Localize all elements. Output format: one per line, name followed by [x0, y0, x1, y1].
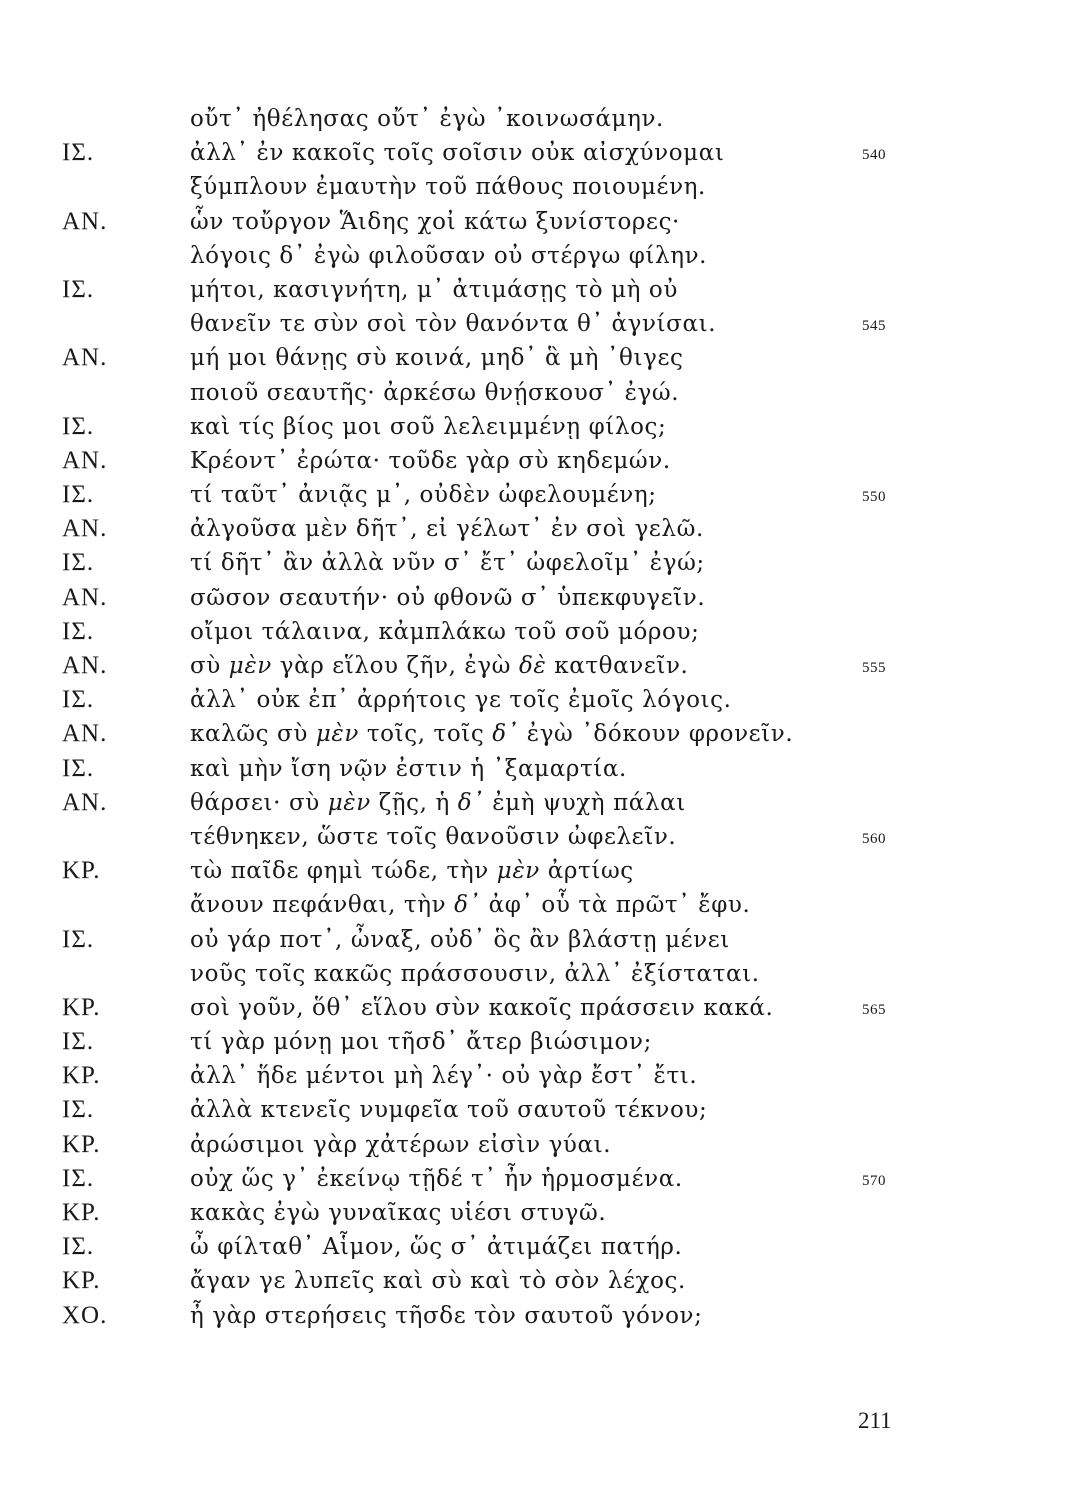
verse-emphasis: μὲν [228, 653, 272, 679]
verse-text: ποιοῦ σεαυτῆς· ἀρκέσω θνῄσκουσ᾽ ἐγώ. [190, 379, 680, 406]
speaker-label: ΚΡ. [62, 1130, 101, 1158]
speaker-label: ΙΣ. [62, 549, 95, 577]
verse-segment: θάρσει· σὺ [190, 789, 328, 816]
verse-text: ἄγαν γε λυπεῖς καὶ σὺ καὶ τὸ σὸν λέχος. [190, 1268, 686, 1295]
verse-line [0, 512, 1072, 546]
verse-text: ὦ φίλταθ᾽ Αἷμον, ὥς σ᾽ ἀτιμάζει πατήρ. [190, 1234, 683, 1261]
verse-line [0, 888, 1072, 922]
verse-text: καὶ τίς βίος μοι σοῦ λελειμμένῃ φίλος; [190, 413, 667, 440]
verse-line [0, 615, 1072, 649]
page-number: 211 [858, 1408, 892, 1433]
verse-segment: ἀφ᾽ οὗ τὰ πρῶτ᾽ ἔφυ. [480, 892, 751, 919]
speaker-label: ΑΝ. [62, 720, 108, 748]
verse-text: θανεῖν τε σὺν σοὶ τὸν θανόντα θ᾽ ἁγνίσαι. [190, 311, 717, 338]
verse-segment: γὰρ εἵλου ζῆν, ἐγὼ [271, 653, 519, 679]
verse-segment: τοῖς, τοῖς [358, 721, 493, 748]
verse-line [0, 1093, 1072, 1127]
speaker-label: ΑΝ. [62, 515, 108, 543]
verse-text: σοὶ γοῦν, ὅθ᾽ εἵλου σὺν κακοῖς πράσσειν κακά. [190, 994, 774, 1021]
verse-line [0, 205, 1072, 239]
verse-text: λόγοις δ᾽ ἐγὼ φιλοῦσαν οὐ στέργω φίλην. [190, 242, 708, 269]
verse-text: κακὰς ἐγὼ γυναῖκας υἱέσι στυγῶ. [190, 1200, 607, 1226]
verse-line [0, 478, 1072, 512]
speaker-label: ΑΝ. [62, 583, 108, 611]
verse-line [0, 957, 1072, 991]
verse-segment: ζῇς, ἡ [370, 789, 458, 816]
verse-line [0, 991, 1072, 1025]
verse-segment: σὺ [190, 653, 229, 679]
speaker-label: ΙΣ. [62, 617, 95, 645]
line-number: 540 [862, 147, 886, 164]
speaker-label: ΚΡ. [62, 1267, 101, 1295]
verse-segment: ἀρτίως [539, 858, 634, 885]
verse-line [0, 717, 1072, 751]
speaker-label: ΑΝ. [62, 652, 108, 679]
verse-text: ἀλλὰ κτενεῖς νυμφεῖα τοῦ σαυτοῦ τέκνου; [190, 1097, 708, 1124]
verse-text: τέθνηκεν, ὥστε τοῖς θανοῦσιν ὠφελεῖν. [190, 823, 677, 850]
verse-text [190, 786, 686, 820]
speaker-label: ΙΣ. [62, 686, 95, 714]
verse-line [0, 683, 1072, 717]
verse-line [0, 1059, 1072, 1093]
verse-block [0, 102, 1072, 1333]
verse-text: οἴμοι τάλαινα, κἀμπλάκω τοῦ σοῦ μόρου; [190, 618, 700, 645]
verse-emphasis: δ᾽ [454, 892, 481, 919]
verse-text: Κρέοντ᾽ ἐρώτα· τοῦδε γὰρ σὺ κηδεμών. [190, 447, 671, 474]
verse-line [0, 410, 1072, 444]
line-number: 570 [862, 1172, 886, 1189]
verse-segment: ἄνουν πεφάνθαι, τὴν [190, 892, 455, 919]
verse-emphasis: μὲν [315, 721, 359, 748]
speaker-label: ΚΡ. [62, 1062, 101, 1090]
verse-line [0, 170, 1072, 204]
verse-line [0, 307, 1072, 341]
verse-line [0, 1025, 1072, 1059]
verse-line [0, 376, 1072, 410]
speaker-label: ΚΡ. [62, 993, 101, 1021]
speaker-label: ΧΟ. [62, 1301, 108, 1329]
speaker-label: ΙΣ. [62, 1096, 95, 1124]
speaker-label: ΙΣ. [62, 1028, 95, 1056]
verse-text: μή μοι θάνῃς σὺ κοινά, μηδ᾽ ἃ μὴ ᾽θιγες [190, 345, 684, 372]
verse-text: οὔτ᾽ ἠθέλησας οὔτ᾽ ἐγὼ ᾽κοινωσάμην. [190, 106, 664, 132]
line-number: 555 [862, 660, 886, 676]
verse-text: ξύμπλουν ἐμαυτὴν τοῦ πάθους ποιουμένη. [190, 174, 706, 201]
verse-line [0, 239, 1072, 273]
verse-text: ἀλλ᾽ ἥδε μέντοι μὴ λέγ᾽· οὐ γὰρ ἔστ᾽ ἔτι. [190, 1063, 698, 1090]
verse-line [0, 752, 1072, 786]
verse-text: τί ταῦτ᾽ ἀνιᾷς μ᾽, οὐδὲν ὠφελουμένη; [190, 482, 657, 509]
verse-line [0, 444, 1072, 478]
verse-line [0, 136, 1072, 170]
verse-line [0, 273, 1072, 307]
line-number: 550 [862, 489, 886, 506]
verse-emphasis: δ᾽ [457, 789, 485, 816]
verse-emphasis: μὲν [496, 858, 540, 885]
speaker-label: ΚΡ. [62, 857, 101, 885]
verse-text: ἀρώσιμοι γὰρ χἀτέρων εἰσὶν γύαι. [190, 1131, 612, 1158]
verse-line [0, 102, 1072, 136]
verse-line [0, 1196, 1072, 1230]
verse-line [0, 923, 1072, 957]
verse-line [0, 820, 1072, 854]
verse-text: ἦ γὰρ στερήσεις τῆσδε τὸν σαυτοῦ γόνον; [190, 1302, 703, 1329]
verse-text: ἀλγοῦσα μὲν δῆτ᾽, εἰ γέλωτ᾽ ἐν σοὶ γελῶ. [190, 516, 704, 543]
speaker-label: ΙΣ. [62, 1233, 95, 1261]
verse-text: ὧν τοὔργον Ἅιδης χοἰ κάτω ξυνίστορες· [190, 208, 680, 235]
verse-text: καὶ μὴν ἴση νῷν ἐστιν ἡ ᾽ξαμαρτία. [190, 755, 627, 782]
verse-segment: καλῶς σὺ [190, 721, 316, 748]
speaker-label: ΑΝ. [62, 207, 108, 235]
line-number: 545 [862, 318, 886, 335]
verse-line [0, 341, 1072, 375]
verse-text: ἀλλ᾽ ἐν κακοῖς τοῖς σοῖσιν οὐκ αἰσχύνομαι [190, 140, 725, 167]
verse-segment: ἐγὼ ᾽δόκουν φρονεῖν. [518, 721, 794, 748]
line-number: 565 [862, 1001, 886, 1018]
speaker-label: ΑΝ. [62, 788, 108, 816]
verse-text: νοῦς τοῖς κακῶς πράσσουσιν, ἀλλ᾽ ἐξίσταται. [190, 960, 760, 987]
verse-line [0, 649, 1072, 683]
verse-line [0, 1162, 1072, 1196]
speaker-label: ΑΝ. [62, 446, 108, 474]
verse-text: τί δῆτ᾽ ἂν ἀλλὰ νῦν σ᾽ ἔτ᾽ ὠφελοῖμ᾽ ἐγώ; [190, 550, 705, 577]
speaker-label: ΙΣ. [62, 139, 95, 167]
verse-line [0, 1128, 1072, 1162]
verse-text: σῶσον σεαυτήν· οὐ φθονῶ σ᾽ ὑπεκφυγεῖν. [190, 584, 706, 611]
verse-text: τί γὰρ μόνῃ μοι τῆσδ᾽ ἄτερ βιώσιμον; [190, 1029, 652, 1056]
verse-text: οὐχ ὥς γ᾽ ἐκείνῳ τῇδέ τ᾽ ἦν ἡρμοσμένα. [190, 1165, 683, 1192]
verse-text [190, 649, 688, 683]
speaker-label: ΙΣ. [62, 925, 95, 953]
speaker-label: ΚΡ. [62, 1199, 101, 1226]
verse-line [0, 581, 1072, 615]
verse-line [0, 1264, 1072, 1298]
verse-text [190, 888, 750, 922]
verse-line [0, 546, 1072, 580]
verse-segment: τὼ παῖδε φημὶ τώδε, τὴν [190, 858, 497, 885]
speaker-label: ΙΣ. [62, 412, 95, 440]
verse-line [0, 1230, 1072, 1264]
speaker-label: ΙΣ. [62, 754, 95, 782]
speaker-label: ΑΝ. [62, 344, 108, 372]
verse-text [190, 717, 793, 751]
verse-line [0, 854, 1072, 888]
verse-emphasis: δ᾽ [492, 721, 519, 748]
speaker-label: ΙΣ. [62, 275, 95, 303]
verse-text [190, 854, 634, 888]
verse-emphasis: δὲ [518, 653, 547, 679]
verse-segment: ἐμὴ ψυχὴ πάλαι [484, 789, 686, 816]
speaker-label: ΙΣ. [62, 481, 95, 509]
verse-text: μήτοι, κασιγνήτη, μ᾽ ἀτιμάσῃς τὸ μὴ οὐ [190, 276, 678, 303]
verse-text: ἀλλ᾽ οὐκ ἐπ᾽ ἀρρήτοις γε τοῖς ἐμοῖς λόγοις. [190, 687, 732, 714]
verse-line [0, 1299, 1072, 1333]
verse-text: οὐ γάρ ποτ᾽, ὦναξ, οὐδ᾽ ὃς ἂν βλάστῃ μένει [190, 926, 730, 953]
verse-emphasis: μὲν [327, 789, 371, 816]
verse-segment: κατθανεῖν. [546, 653, 689, 679]
line-number: 560 [862, 830, 886, 847]
speaker-label: ΙΣ. [62, 1164, 95, 1192]
verse-line [0, 786, 1072, 820]
